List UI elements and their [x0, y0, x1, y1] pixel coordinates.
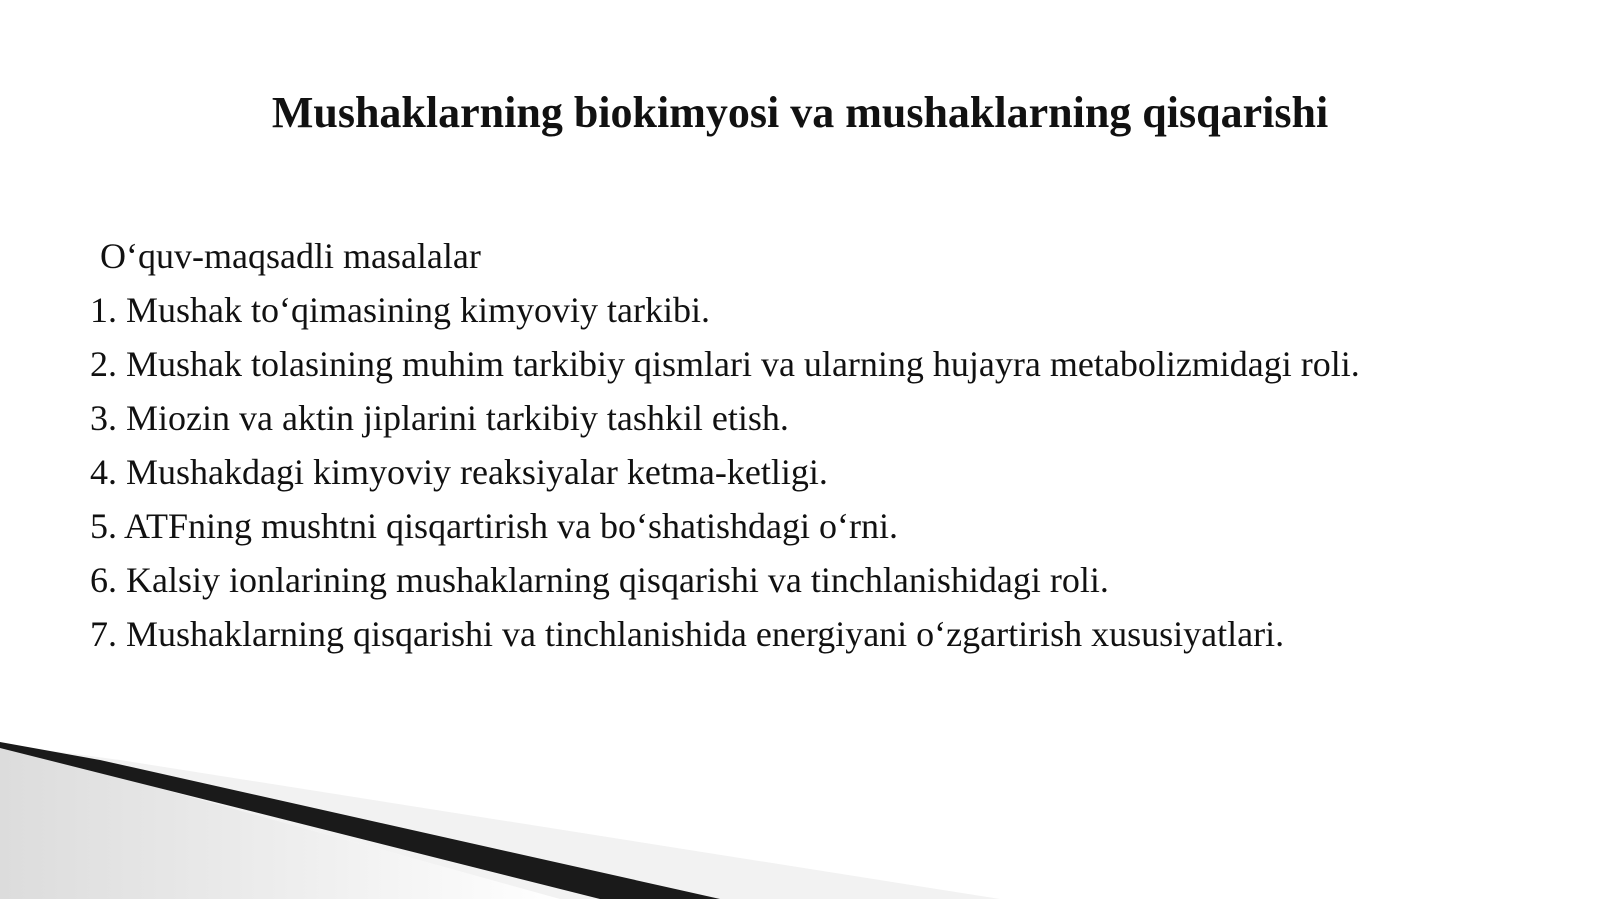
list-item-5: 5. ATFning mushtni qisqartirish va bo‘shatishdagi o‘rni. — [90, 506, 898, 546]
list-item-3: 3. Miozin va aktin jiplarini tarkibiy tashkil etish. — [90, 398, 789, 438]
list-item-6: 6. Kalsiy ionlarining mushaklarning qisqarishi va tinchlanishidagi roli. — [90, 560, 1109, 600]
slide-body — [90, 233, 1460, 665]
decorative-swoosh — [0, 740, 1600, 899]
slide-title: Mushaklarning biokimyosi va mushaklarning qisqarishi — [271, 88, 1329, 137]
list-item-4: 4. Mushakdagi kimyoviy reaksiyalar ketma-ketligi. — [90, 452, 828, 492]
list-item-7: 7. Mushaklarning qisqarishi va tinchlanishida energiyani o‘zgartirish xususiyatlari. — [90, 614, 1285, 654]
list-item-1: 1. Mushak to‘qimasining kimyoviy tarkibi. — [90, 290, 710, 330]
list-item-2: 2. Mushak tolasining muhim tarkibiy qismlari va ularning hujayra metabolizmidagi roli. — [90, 344, 1360, 384]
subheading: O‘quv-maqsadli masalalar — [100, 236, 481, 276]
